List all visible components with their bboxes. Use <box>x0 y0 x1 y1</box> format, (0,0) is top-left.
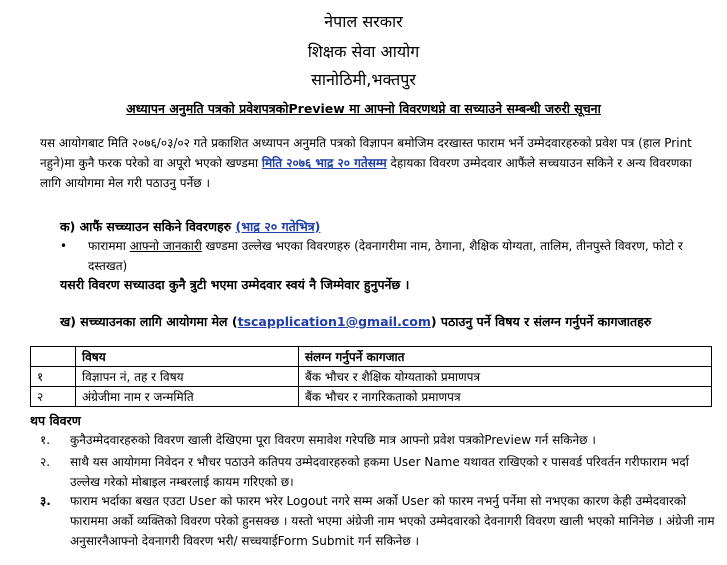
intro-text-1: यस आयोगबाट मिति २०७६/०३/०२ गते प्रकाशित अध्यापन अनुमति पत्रको विज्ञापन बमोजिम दरखास्त फाराम भर्ने उम्मेदवारहरुको प्रवेश पत्र (हाल Print नहुने)मा कुनै फरक परेको वा अपूरो भएको खण्डमा <box>40 136 692 170</box>
list-text: फाराम भर्दाका बखत एउटा User को फारम भरेर Logout नगरे सम्म अर्को User को फारम नभर्नु पर्नेमा सो नभएका कारण केही उम्मेदवारको फाराममा अर्को व्यक्तिको विवरण परेको हुनसक्छ । यस्तो भएमा अंग्रेजी नाम भएको उम्मेदवारको देवनागरी विवरण खाली भएको मानिनेछ । अंग्रेजी नाम अनुसारनैआफ्नो देवनागरी विवरण भरी/ सच्चयाईForm Submit गर्न सकिनेछ । <box>70 494 715 548</box>
table-cell: बैंक भौचर र शैक्षिक योग्यताको प्रमाणपत्र <box>299 367 712 387</box>
table-cell: बैंक भौचर र नागरिकताको प्रमाणपत्र <box>299 387 712 407</box>
section-b-label-1: ख) सच्च्याउनका लागि आयोगमा मेल ( <box>60 314 238 329</box>
list-text: कुनैउम्मेदवारहरुको विवरण खाली देखिएमा पूरा विवरण समावेश गरेपछि मात्र आफ्नो प्रवेश पत्रकोPreview गर्न सकिनेछ । <box>70 433 596 447</box>
documents-table <box>30 346 712 407</box>
table-cell: २ <box>31 387 76 407</box>
intro-text-2: देहायका विवरण उम्मेदवार आफैंले सच्चयाउन सकिने र अन्य विवरणका लागि आयोगमा मेल गरी पठाउनु पर्नेछ । <box>40 156 692 190</box>
commission-name: शिक्षक सेवा आयोग <box>307 42 420 61</box>
notice-title: अध्यापन अनुमति पत्रको प्रवेशपत्रकोPreview मा आफ्नो विवरणथप्ने वा सच्याउने सम्बन्धी जरुरी सूचना <box>126 101 601 116</box>
table-cell: १ <box>31 367 76 387</box>
table-cell: विज्ञापन नं, तह र विषय <box>76 367 299 387</box>
responsibility-warning: यसरी विवरण सच्याउदा कुनै त्रुटी भएमा उम्मेदवार स्वयं नै जिम्मेवार हुनुपर्नेछ । <box>60 277 410 292</box>
intro-deadline: मिति २०७६ भाद्र २० गतेसम्म <box>261 156 387 170</box>
bullet-text-1: फाराममा <box>88 239 130 253</box>
section-a-deadline: (भाद्र २० गतेभित्र) <box>235 219 321 234</box>
intro-paragraph <box>40 133 715 193</box>
list-item <box>30 452 715 492</box>
org-name: नेपाल सरकार <box>324 12 403 31</box>
table-header-cell <box>31 347 76 367</box>
list-number: ३. <box>40 494 51 508</box>
notes-heading: थप विवरण <box>30 413 81 428</box>
section-b-heading <box>60 313 651 330</box>
list-item <box>30 430 715 450</box>
table-row <box>31 367 712 387</box>
table-header-cell: संलग्न गर्नुपर्ने कागजात <box>299 347 712 367</box>
bullet-link: आफ्नो जानकारी <box>129 239 202 253</box>
section-a-heading <box>60 218 320 235</box>
list-number: १. <box>40 433 51 447</box>
bullet-text-2: खण्डमा उल्लेख भएका विवरणहरु (देवनागरीमा नाम, ठेगाना, शैक्षिक योग्यता, तालिम, तीनपुस्ते विवरण, फोटो र दस्तखत) <box>88 239 683 273</box>
table-row <box>31 387 712 407</box>
list-number: २. <box>40 455 51 469</box>
email-link[interactable]: tscapplication1@gmail.com <box>237 314 431 329</box>
bullet-icon: • <box>60 239 68 253</box>
list-item <box>30 491 715 551</box>
section-a-label: क) आफैं सच्च्याउन सकिने विवरणहरु <box>60 219 232 234</box>
section-a-bullet <box>60 236 715 276</box>
list-text: साथै यस आयोगमा निवेदन र भौचर पठाउने कतिपय उम्मेदवारहरुको हकमा User Name यथावत राखिएको र पासवर्ड परिवर्तन गरीफाराम भर्दा उल्लेख गरेको मोबाइल नम्बरलाई कायम गरिएको छ। <box>70 455 689 489</box>
table-header-cell: विषय <box>76 347 299 367</box>
office-location: सानोठिमी,भक्तपुर <box>311 70 416 89</box>
table-cell: अंग्रेजीमा नाम र जन्ममिति <box>76 387 299 407</box>
table-header-row <box>31 347 712 367</box>
section-b-label-2: ) पठाउनु पर्ने विषय र संलग्न गर्नुपर्ने कागजातहरु <box>430 314 652 329</box>
